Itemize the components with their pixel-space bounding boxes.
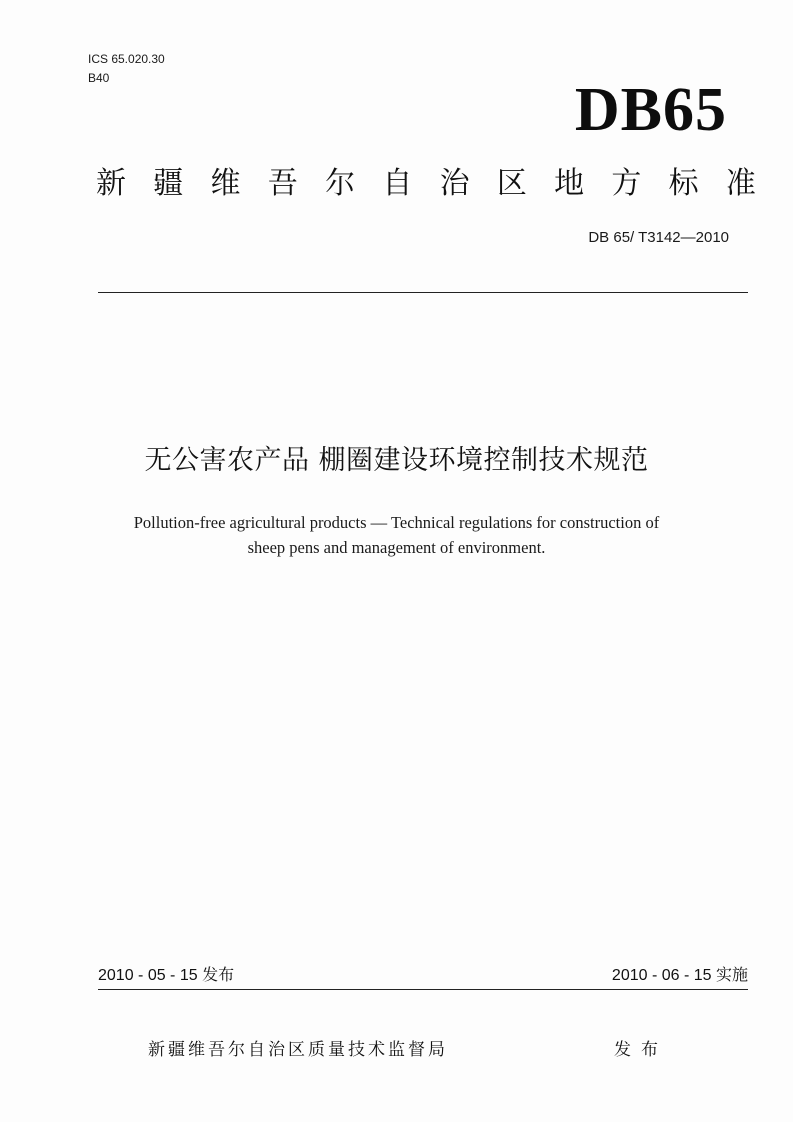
standard-type-char: 准 <box>725 166 756 201</box>
top-divider <box>98 292 748 293</box>
publisher-organization: 新疆维吾尔自治区质量技术监督局 <box>148 1040 448 1060</box>
standard-type-char: 疆 <box>153 166 184 201</box>
standard-type-char: 区 <box>496 166 527 201</box>
standard-type-char: 标 <box>668 166 699 201</box>
ics-code: ICS 65.020.30 <box>88 52 165 66</box>
standard-type-char: 新 <box>96 166 126 201</box>
implementation-date: 2010 - 06 - 15 实施 <box>611 967 748 984</box>
standard-type-char: 地 <box>554 166 585 201</box>
title-english-line1: Pollution-free agricultural products — Technical regulations for construction of <box>133 513 660 532</box>
publisher-action: 发布 <box>614 1040 668 1060</box>
standard-type-char: 治 <box>439 166 470 201</box>
issue-date: 2010 - 05 - 15 发布 <box>98 967 235 984</box>
db-logo: DB65 <box>574 76 727 144</box>
standard-type-char: 自 <box>382 166 413 201</box>
standard-type-heading <box>96 164 756 204</box>
classification-codes <box>88 50 165 88</box>
title-english-line2: sheep pens and management of environment. <box>247 538 546 557</box>
title-chinese: 无公害农产品 棚圈建设环境控制技术规范 <box>144 445 649 476</box>
title-english <box>0 510 793 560</box>
standard-type-char: 吾 <box>267 166 298 201</box>
standard-type-char: 尔 <box>325 166 356 201</box>
publisher-line <box>148 1038 668 1062</box>
dates-row <box>98 965 748 987</box>
standard-type-char: 维 <box>210 166 241 201</box>
bottom-divider <box>98 989 748 990</box>
standard-type-char: 方 <box>611 166 642 201</box>
standard-code: DB 65/ T3142—2010 <box>588 229 729 246</box>
ccs-code: B40 <box>88 71 110 85</box>
